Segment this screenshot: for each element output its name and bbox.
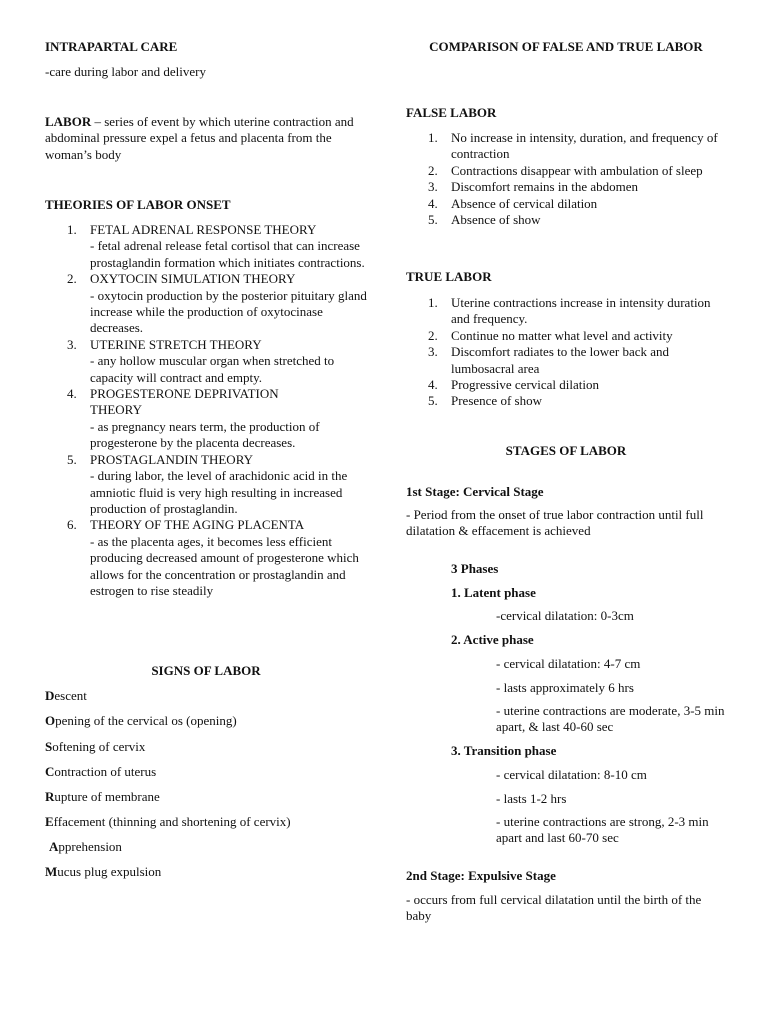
theory-item: 2. OXYTOCIN SIMULATION THEORY - oxytocin production by the posterior pituitary gland increase while the production of oxytocinase decreases.: [67, 271, 367, 336]
theory-item: 3. UTERINE STRETCH THEORY - any hollow muscular organ when stretched to capacity will contract and empty.: [45, 337, 367, 386]
theory-title: FETAL ADRENAL RESPONSE THEORY: [90, 222, 317, 237]
active-contractions: - uterine contractions are moderate, 3-5 min apart, & last 40-60 sec: [496, 703, 725, 735]
true-labor-item: 4. Progressive cervical dilation: [428, 377, 600, 393]
intrapartal-title: INTRAPARTAL CARE: [45, 39, 178, 54]
stage2-description: - occurs from full cervical dilatation until the birth of the baby: [406, 892, 702, 924]
transition-phase-title: 3. Transition phase: [451, 743, 557, 758]
false-labor-item: 1. No increase in intensity, duration, and frequency of contraction: [428, 130, 718, 162]
sign-item: Effacement (thinning and shortening of cervix): [45, 814, 291, 829]
stage2-title: 2nd Stage: Expulsive Stage: [406, 868, 556, 883]
phases-title: 3 Phases: [451, 561, 499, 576]
false-labor-list: [406, 130, 726, 228]
stage1-description: - Period from the onset of true labor contraction until full dilatation & effacement is achieved: [406, 507, 704, 539]
stage1-title: 1st Stage: Cervical Stage: [406, 484, 544, 499]
sign-item: Descent: [45, 688, 87, 703]
theory-description: - as the placenta ages, it becomes less efficient producing decreased amount of progesterone which allows for the concentration or prostaglandin and estrogen to rise steadily: [90, 533, 359, 598]
false-labor-title: FALSE LABOR: [406, 105, 497, 120]
false-labor-item: 4. Absence of cervical dilation: [428, 195, 598, 211]
true-labor-title: TRUE LABOR: [406, 269, 492, 284]
sign-item: Rupture of membrane: [45, 789, 160, 804]
sign-item: Mucus plug expulsion: [45, 864, 162, 879]
theory-description: - during labor, the level of arachidonic acid in the amniotic fluid is very high resulting in increased production of prostaglandin.: [90, 468, 348, 516]
theory-title: THEORY OF THE AGING PLACENTA: [90, 517, 305, 533]
comparison-title: COMPARISON OF FALSE AND TRUE LABOR: [429, 39, 703, 54]
theory-description: - as pregnancy nears term, the production of progesterone by the placenta decreases.: [90, 418, 320, 451]
theory-item: 4. PROGESTERONE DEPRIVATION THEORY - as pregnancy nears term, the production of progesterone by the placenta decreases.: [45, 386, 367, 452]
true-labor-item: 5. Presence of show: [428, 393, 542, 409]
sign-item: Apprehension: [49, 839, 122, 854]
theory-title: UTERINE STRETCH THEORY: [90, 336, 262, 352]
theories-list: [45, 222, 367, 599]
labor-term: LABOR: [45, 114, 92, 129]
signs-title: SIGNS OF LABOR: [151, 663, 261, 678]
intrapartal-definition: -care during labor and delivery: [45, 64, 206, 79]
theory-description: - fetal adrenal release fetal cortisol that can increase prostaglandin formation which initiates contractions.: [90, 238, 365, 270]
theory-description: - oxytocin production by the posterior pituitary gland increase while the production of oxytocinase decreases.: [90, 287, 367, 336]
transition-dilatation: - cervical dilatation: 8-10 cm: [496, 767, 647, 782]
theory-item: 6. THEORY OF THE AGING PLACENTA - as the placenta ages, it becomes less efficient producing decreased amount of progesterone which allows for the concentration or prostaglandin and estrogen to rise steadily: [45, 517, 367, 599]
labor-definition: [45, 114, 367, 163]
theory-description: - any hollow muscular organ when stretched to capacity will contract and empty.: [90, 353, 335, 385]
false-labor-item: 3. Discomfort remains in the abdomen: [428, 179, 639, 195]
labor-definition-text: – series of event by which uterine contraction and abdominal pressure expel a fetus and placenta from the woman’s body: [45, 114, 354, 162]
sign-item: Contraction of uterus: [45, 764, 157, 779]
true-labor-item: 1. Uterine contractions increase in intensity duration and frequency.: [428, 295, 711, 327]
theory-item: 5. PROSTAGLANDIN THEORY - during labor, the level of arachidonic acid in the amniotic fluid is very high resulting in increased production of prostaglandin.: [45, 452, 367, 518]
true-labor-item: 3. Discomfort radiates to the lower back and lumbosacral area: [428, 344, 670, 376]
active-duration: - lasts approximately 6 hrs: [496, 680, 634, 695]
stages-title: STAGES OF LABOR: [505, 443, 627, 458]
true-labor-item: 2. Continue no matter what level and activity: [428, 327, 673, 343]
transition-duration: - lasts 1-2 hrs: [496, 791, 567, 806]
transition-contractions: - uterine contractions are strong, 2-3 min apart and last 60-70 sec: [496, 814, 709, 846]
theory-title: PROSTAGLANDIN THEORY: [90, 451, 254, 467]
active-phase-title: 2. Active phase: [451, 632, 534, 647]
theory-title: PROGESTERONE DEPRIVATION THEORY: [90, 386, 279, 418]
theory-item: 1. FETAL ADRENAL RESPONSE THEORY - fetal adrenal release fetal cortisol that can increase prostaglandin formation which initiates contractions.: [45, 222, 367, 271]
false-labor-item: 5. Absence of show: [428, 212, 541, 228]
sign-item: Softening of cervix: [45, 739, 146, 754]
sign-item: Opening of the cervical os (opening): [45, 713, 237, 728]
theories-title: THEORIES OF LABOR ONSET: [45, 197, 231, 212]
true-labor-list: [406, 295, 726, 410]
latent-phase-title: 1. Latent phase: [451, 585, 536, 600]
theory-title: OXYTOCIN SIMULATION THEORY: [90, 271, 296, 287]
false-labor-item: 2. Contractions disappear with ambulation of sleep: [428, 162, 703, 178]
latent-dilatation: -cervical dilatation: 0-3cm: [496, 608, 634, 623]
active-dilatation: - cervical dilatation: 4-7 cm: [496, 656, 641, 671]
